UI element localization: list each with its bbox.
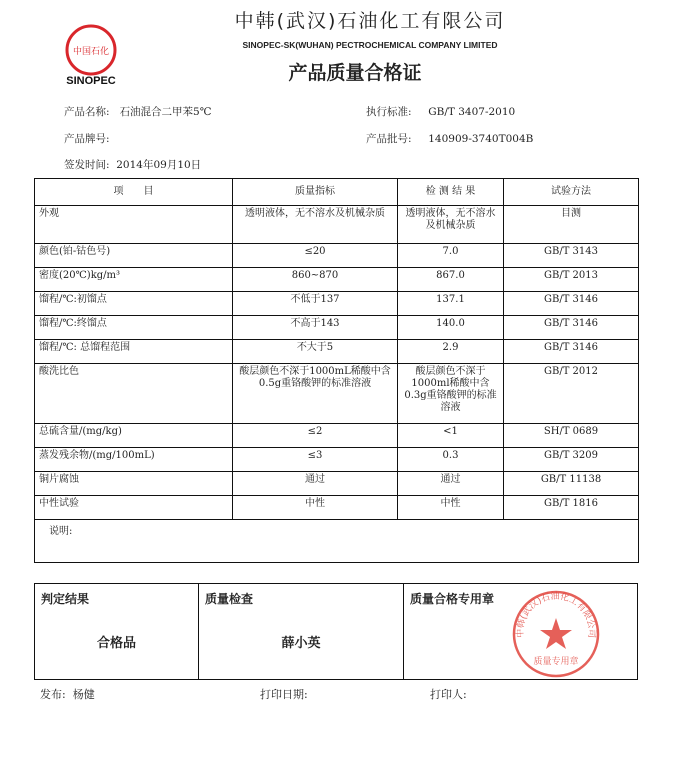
row-result: 通过 xyxy=(398,472,504,496)
row-result: 2.9 xyxy=(398,340,504,364)
header-result: 检 测 结 果 xyxy=(398,179,504,206)
table-row xyxy=(35,424,639,448)
inspector-label: 质量检查 xyxy=(205,592,254,606)
seal-label: 质量合格专用章 xyxy=(410,592,495,606)
row-method: GB/T 2013 xyxy=(504,268,639,292)
print-date-label: 打印日期: xyxy=(260,688,308,701)
table-row xyxy=(35,340,639,364)
row-method: SH/T 0689 xyxy=(504,424,639,448)
row-item: 馏程/℃:终馏点 xyxy=(35,316,233,340)
judgement-cell xyxy=(35,584,199,679)
row-item: 馏程/℃: 总馏程范围 xyxy=(35,340,233,364)
standard-value: GB/T 3407-2010 xyxy=(428,106,516,118)
row-result: 酸层颜色不深于1000ml稀酸中含0.3g重铬酸钾的标准溶液 xyxy=(398,364,504,424)
row-spec: ≤3 xyxy=(233,448,398,472)
table-row xyxy=(35,206,639,244)
svg-text:SINOPEC: SINOPEC xyxy=(66,75,116,86)
row-item: 密度(20℃)kg/m³ xyxy=(35,268,233,292)
row-method: GB/T 11138 xyxy=(504,472,639,496)
row-method: GB/T 1816 xyxy=(504,496,639,520)
sinopec-logo xyxy=(58,20,124,86)
standard-label: 执行标准: xyxy=(366,106,412,118)
quality-table xyxy=(34,178,639,563)
row-method: GB/T 2012 xyxy=(504,364,639,424)
row-spec: 中性 xyxy=(233,496,398,520)
row-spec: 860~870 xyxy=(233,268,398,292)
inspector-value: 薛小英 xyxy=(281,636,321,651)
row-method: GB/T 3146 xyxy=(504,316,639,340)
row-result: 0.3 xyxy=(398,448,504,472)
row-spec: 酸层颜色不深于1000mL稀酸中含0.5g重铬酸钾的标准溶液 xyxy=(233,364,398,424)
row-result: 7.0 xyxy=(398,244,504,268)
quality-seal-stamp xyxy=(510,588,602,680)
issue-time-value: 2014年09月10日 xyxy=(116,159,202,171)
inspector-cell xyxy=(199,584,404,679)
row-result: 137.1 xyxy=(398,292,504,316)
row-result: 140.0 xyxy=(398,316,504,340)
table-row xyxy=(35,268,639,292)
issue-time-field xyxy=(64,157,201,172)
row-method: GB/T 3209 xyxy=(504,448,639,472)
table-row xyxy=(35,316,639,340)
row-spec: 不低于137 xyxy=(233,292,398,316)
row-spec: 不大于5 xyxy=(233,340,398,364)
svg-text:中韩(武汉)石油化工有限公司: 中韩(武汉)石油化工有限公司 xyxy=(515,591,597,639)
batch-label: 产品批号: xyxy=(366,133,412,145)
brand-label: 产品牌号: xyxy=(64,133,110,145)
row-result: 867.0 xyxy=(398,268,504,292)
document-title: 产品质量合格证 xyxy=(288,62,422,84)
row-item: 馏程/℃:初馏点 xyxy=(35,292,233,316)
judgement-label: 判定结果 xyxy=(41,592,90,606)
batch-field xyxy=(366,131,533,146)
row-item: 颜色(铂-钴色号) xyxy=(35,244,233,268)
printer-field xyxy=(430,686,467,702)
header-spec: 质量指标 xyxy=(233,179,398,206)
table-header-row xyxy=(35,179,639,206)
row-item: 中性试验 xyxy=(35,496,233,520)
judgement-value: 合格品 xyxy=(96,636,136,651)
row-method: GB/T 3143 xyxy=(504,244,639,268)
print-date-field xyxy=(260,686,308,702)
row-item: 酸洗比色 xyxy=(35,364,233,424)
svg-text:中国石化: 中国石化 xyxy=(72,47,110,57)
printer-label: 打印人: xyxy=(430,688,467,701)
row-spec: 透明液体，无不溶水及机械杂质 xyxy=(233,206,398,244)
table-row xyxy=(35,448,639,472)
row-item: 蒸发残余物/(mg/100mL) xyxy=(35,448,233,472)
row-item: 总硫含量/(mg/kg) xyxy=(35,424,233,448)
row-item: 铜片腐蚀 xyxy=(35,472,233,496)
table-row xyxy=(35,364,639,424)
table-row xyxy=(35,292,639,316)
company-name-en: SINOPEC-SK(WUHAN) PECTROCHEMICAL COMPANY LIMITED xyxy=(242,40,498,50)
row-method: 目测 xyxy=(504,206,639,244)
table-row xyxy=(35,472,639,496)
header-method: 试验方法 xyxy=(504,179,639,206)
table-row xyxy=(35,496,639,520)
standard-field xyxy=(366,104,515,119)
note-row xyxy=(35,520,639,563)
row-method: GB/T 3146 xyxy=(504,292,639,316)
row-item: 外观 xyxy=(35,206,233,244)
row-result: <1 xyxy=(398,424,504,448)
note-label: 说明: xyxy=(35,520,639,563)
header-item: 项 目 xyxy=(35,179,233,206)
row-result: 中性 xyxy=(398,496,504,520)
row-spec: 不高于143 xyxy=(233,316,398,340)
row-spec: 通过 xyxy=(233,472,398,496)
brand-field xyxy=(64,131,110,146)
row-method: GB/T 3146 xyxy=(504,340,639,364)
row-spec: ≤20 xyxy=(233,244,398,268)
product-name-label: 产品名称: xyxy=(64,106,110,118)
issuer-field xyxy=(40,686,95,702)
row-result: 透明液体，无不溶水及机械杂质 xyxy=(398,206,504,244)
row-spec: ≤2 xyxy=(233,424,398,448)
table-row xyxy=(35,244,639,268)
svg-text:质量专用章: 质量专用章 xyxy=(533,657,579,667)
issue-time-label: 签发时间: xyxy=(64,159,110,171)
product-name-field xyxy=(64,104,212,119)
issuer-label: 发布: xyxy=(40,688,66,701)
product-name-value: 石油混合二甲苯5℃ xyxy=(119,106,212,118)
batch-value: 140909-3740T004B xyxy=(428,133,534,145)
company-name-cn: 中韩(武汉)石油化工有限公司 xyxy=(234,10,506,32)
issuer-value: 杨健 xyxy=(72,688,95,701)
